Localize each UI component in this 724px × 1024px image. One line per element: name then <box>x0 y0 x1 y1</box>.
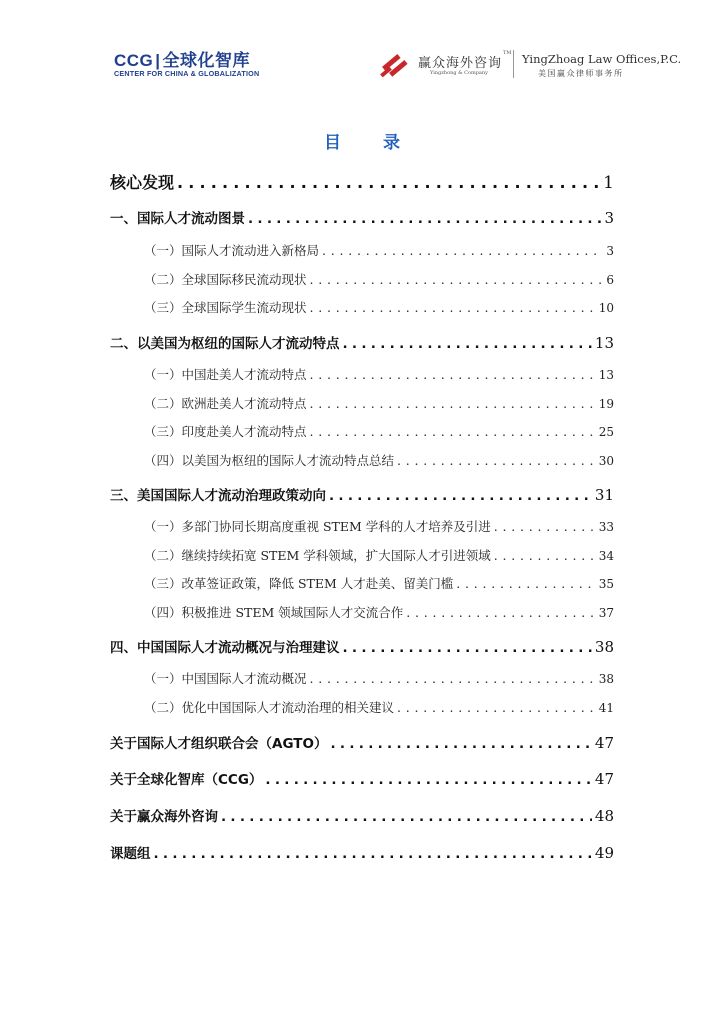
toc-entry-label: （三）改革签证政策，降低 STEM 人才赴美、留美门槛 <box>144 576 454 591</box>
toc-entry-label: （二）全球国际移民流动现状 <box>144 272 307 287</box>
toc-entry[interactable] <box>110 332 614 352</box>
toc-entry-page: 35 <box>598 577 614 591</box>
page-header <box>0 0 724 100</box>
toc-entry-page: 38 <box>598 672 614 686</box>
toc-leader-dots <box>310 272 604 287</box>
toc-leader-dots <box>248 211 601 227</box>
toc-entry-label: （一）多部门协同长期高度重视 STEM 学科的人才培养及引进 <box>144 519 491 534</box>
toc-entry-label: （四）积极推进 STEM 领域国际人才交流合作 <box>144 605 404 620</box>
toc-entry-label: （三）印度赴美人才流动特点 <box>144 424 307 439</box>
toc-entry-label: （二）欧洲赴美人才流动特点 <box>144 396 307 411</box>
toc-entry[interactable] <box>144 546 614 564</box>
toc-entry-page: 6 <box>606 273 614 287</box>
toc-entry-label: 核心发现 <box>110 173 175 192</box>
toc-leader-dots <box>343 336 592 352</box>
ccg-logo-main <box>114 52 259 70</box>
toc-entry-page: 19 <box>598 397 614 411</box>
toc-entry[interactable] <box>144 451 614 469</box>
toc-entry-label: 二、以美国为枢纽的国际人才流动特点 <box>110 336 340 352</box>
toc-leader-dots <box>330 736 591 752</box>
toc-entry-label: 关于赢众海外咨询 <box>110 809 218 825</box>
toc-entry-label: 一、国际人才流动图景 <box>110 211 245 227</box>
toc-entry[interactable] <box>144 669 614 687</box>
toc-entry[interactable] <box>110 842 614 862</box>
law-office-name-en: YingZhoag Law Offices,P.C. <box>522 52 682 66</box>
toc-entry-page: 47 <box>594 734 614 752</box>
toc-leader-dots <box>177 173 600 192</box>
toc-entry-label: 三、美国国际人才流动治理政策动向 <box>110 488 326 504</box>
yingzhong-logo-en: Yingzhong & Company <box>430 70 488 76</box>
toc-entry-page: 10 <box>598 301 614 315</box>
toc-leader-dots <box>221 809 592 825</box>
toc-leader-dots <box>265 772 592 788</box>
toc-entry-page: 33 <box>598 520 614 534</box>
toc-entry-page: 47 <box>594 770 614 788</box>
logo-divider <box>513 50 514 78</box>
yingzhong-mark-icon <box>378 48 414 80</box>
toc-leader-dots <box>406 605 595 620</box>
toc-entry-page: 37 <box>598 606 614 620</box>
ccg-logo-divider: | <box>155 51 161 70</box>
toc-leader-dots <box>456 576 595 591</box>
toc-entry-label: （二）继续持续拓宽 STEM 学科领域，扩大国际人才引进领域 <box>144 548 491 563</box>
ccg-logo-cn: 全球化智库 <box>162 51 251 70</box>
toc-leader-dots <box>310 367 596 382</box>
toc-leader-dots <box>494 548 596 563</box>
toc-entry-page: 34 <box>598 549 614 563</box>
toc-entry[interactable] <box>144 241 614 259</box>
toc-leader-dots <box>310 396 596 411</box>
toc-entry-label: （四）以美国为枢纽的国际人才流动特点总结 <box>144 453 395 468</box>
ccg-logo-abbr: CCG <box>114 51 154 70</box>
toc-entry-label: （一）国际人才流动进入新格局 <box>144 243 320 258</box>
toc-entry[interactable] <box>144 422 614 440</box>
toc-leader-dots <box>310 300 596 315</box>
toc-entry-page: 13 <box>594 334 614 352</box>
toc-leader-dots <box>154 846 592 862</box>
toc-entry[interactable] <box>144 517 614 535</box>
toc-entry-page: 41 <box>598 701 614 715</box>
law-office-name-cn: 美国赢众律师事务所 <box>538 69 624 78</box>
toc-entry-page: 1 <box>603 173 614 193</box>
toc-entry[interactable] <box>110 732 614 752</box>
toc-entry-page: 13 <box>598 368 614 382</box>
toc-entry[interactable] <box>110 484 614 504</box>
yingzhong-logo-cn: 赢众海外咨询 <box>418 56 503 71</box>
toc-leader-dots <box>322 243 603 258</box>
toc-entry-page: 30 <box>598 454 614 468</box>
toc-entry[interactable] <box>110 207 614 227</box>
toc-leader-dots <box>397 700 596 715</box>
toc-entry-page: 3 <box>606 244 614 258</box>
toc-leader-dots <box>343 640 592 656</box>
toc-entry[interactable] <box>144 394 614 412</box>
toc-entry[interactable] <box>110 768 614 788</box>
ccg-logo-subtitle: CENTER FOR CHINA & GLOBALIZATION <box>114 69 260 78</box>
toc-entry-label: （一）中国国际人才流动概况 <box>144 671 307 686</box>
toc-entry[interactable] <box>144 574 614 592</box>
toc-entry-page: 48 <box>594 807 614 825</box>
toc-entry[interactable] <box>144 365 614 383</box>
toc-entry[interactable] <box>110 170 614 193</box>
toc-entry[interactable] <box>144 698 614 716</box>
toc-entry-page: 38 <box>594 638 614 656</box>
toc-entry[interactable] <box>144 298 614 316</box>
toc-entry[interactable] <box>110 636 614 656</box>
toc-entry-label: （二）优化中国国际人才流动治理的相关建议 <box>144 700 395 715</box>
ccg-logo <box>114 52 259 78</box>
yingzhong-logo-tm: TM <box>503 50 512 56</box>
toc-entry-label: 关于全球化智库（CCG） <box>110 772 263 788</box>
toc-entry-label: （一）中国赴美人才流动特点 <box>144 367 307 382</box>
toc-entry[interactable] <box>110 805 614 825</box>
toc-entry-label: 关于国际人才组织联合会（AGTO） <box>110 736 328 752</box>
toc-entry-page: 3 <box>604 209 614 227</box>
toc-leader-dots <box>397 453 596 468</box>
toc-entry-page: 25 <box>598 425 614 439</box>
toc-entry-label: 四、中国国际人才流动概况与治理建议 <box>110 640 340 656</box>
toc-leader-dots <box>310 671 596 686</box>
toc-leader-dots <box>494 519 596 534</box>
toc-entry[interactable] <box>144 270 614 288</box>
toc-leader-dots <box>329 488 592 504</box>
toc-entry-label: （三）全球国际学生流动现状 <box>144 300 307 315</box>
toc-entry-page: 31 <box>594 486 614 504</box>
toc-leader-dots <box>310 424 596 439</box>
toc-entry-label: 课题组 <box>110 846 151 862</box>
toc-entry[interactable] <box>144 603 614 621</box>
toc-entry-page: 49 <box>594 844 614 862</box>
toc-title: 目 录 <box>324 133 418 153</box>
